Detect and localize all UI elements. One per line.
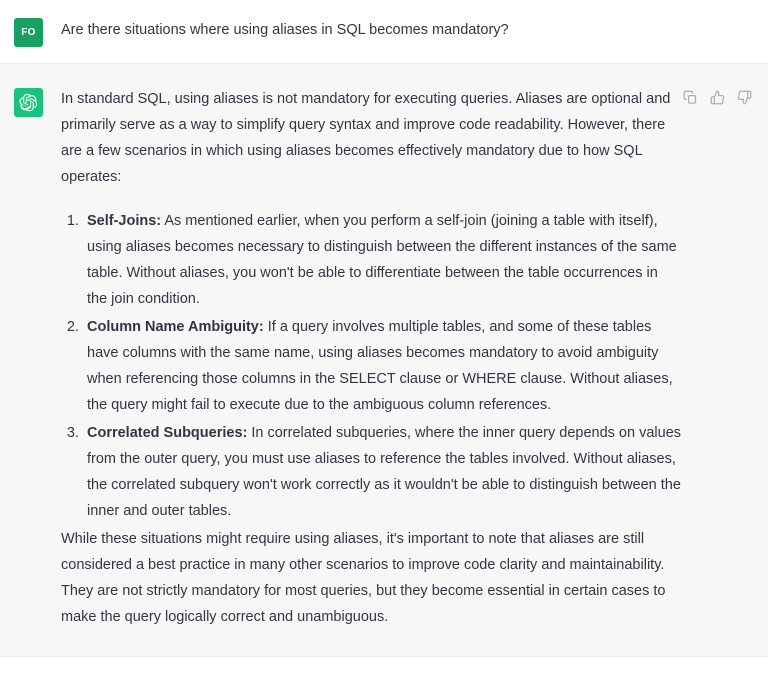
list-item-title: Self-Joins:	[87, 213, 162, 229]
thumbs-up-icon[interactable]	[710, 90, 725, 105]
list-item-text: In correlated subqueries, where the inner query depends on values from the outer query, you must use aliases to reference the tables involved. Without aliases, the correlated subquery won't work correctly as it wouldn't be able to distinguish between the inner and outer tables.	[87, 425, 682, 519]
mandatory-alias-scenarios-list	[61, 208, 681, 524]
avatar-initials: FO	[21, 27, 36, 38]
assistant-message-body	[61, 86, 681, 630]
list-item-title: Correlated Subqueries:	[87, 425, 248, 441]
assistant-intro-paragraph: In standard SQL, using aliases is not mandatory for executing queries. Aliases are optional and primarily serve as a way to simplify query syntax and improve code readability. However, there are a few scenarios in which using aliases becomes effectively mandatory due to how SQL operates:	[61, 91, 671, 185]
copy-icon[interactable]	[683, 90, 698, 105]
message-actions	[683, 90, 752, 105]
user-message-text: Are there situations where using aliases in SQL becomes mandatory?	[61, 22, 509, 38]
list-item	[83, 208, 681, 312]
thumbs-down-icon[interactable]	[737, 90, 752, 105]
avatar	[14, 88, 43, 117]
user-message-row	[0, 0, 768, 64]
list-item	[83, 420, 681, 524]
list-item-text: If a query involves multiple tables, and some of these tables have columns with the same name, using aliases becomes mandatory to avoid ambiguity when referencing those columns in the SELECT clause or WHERE clause. Without aliases, the query might fail to execute due to the ambiguous column references.	[87, 319, 673, 413]
list-item-title: Column Name Ambiguity:	[87, 319, 264, 335]
avatar	[14, 18, 43, 47]
assistant-closing-paragraph: While these situations might require using aliases, it's important to note that aliases are still considered a best practice in many other scenarios to improve code clarity and maintainability. They are not strictly mandatory for most queries, but they become essential in certain cases to make the query logically correct and unambiguous.	[61, 531, 666, 625]
assistant-message-row	[0, 64, 768, 657]
list-item-text: As mentioned earlier, when you perform a self-join (joining a table with itself), using aliases becomes necessary to distinguish between the different instances of the same table. Without aliases, you won't be able to differentiate between the table occurrences in the join condition.	[87, 213, 677, 307]
list-item	[83, 314, 681, 418]
user-message-body	[61, 16, 681, 41]
